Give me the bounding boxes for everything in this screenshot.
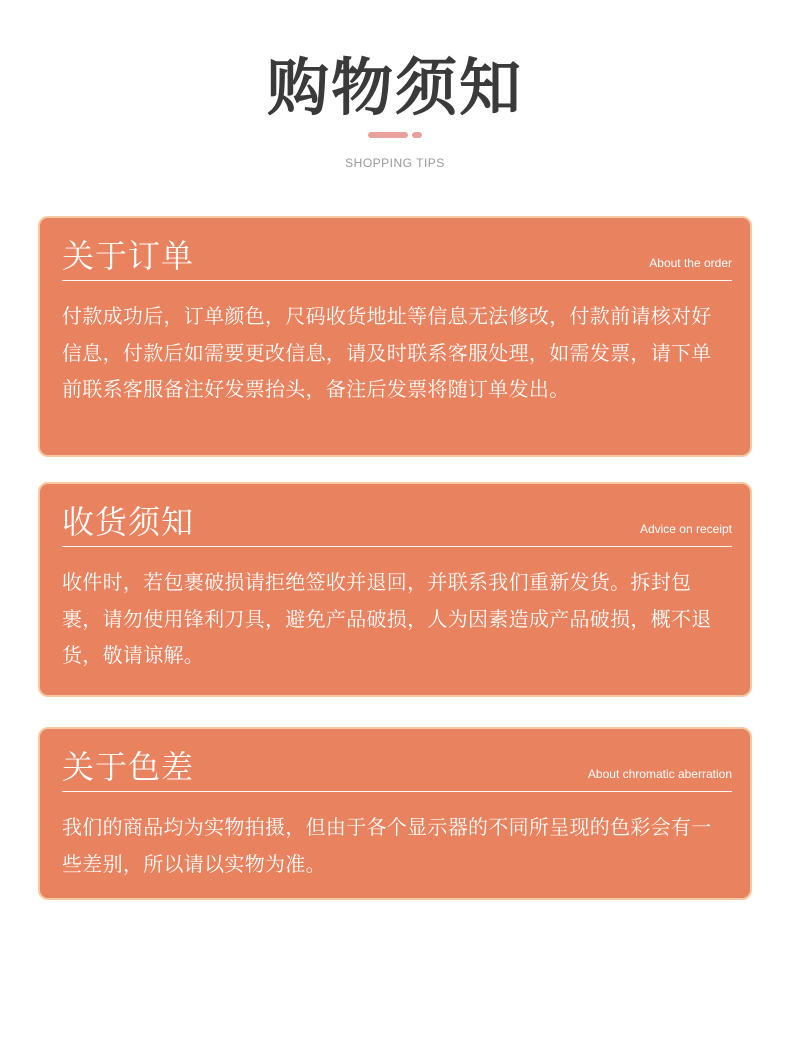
page-title: 购物须知 xyxy=(266,51,523,124)
section-card-color xyxy=(38,727,752,900)
section-english-title: Advice on receipt xyxy=(639,522,732,536)
section-body: 我们的商品均为实物拍摄，但由于各个显示器的不同所呈现的色彩会有一些差别，所以请以实物为准。 xyxy=(62,815,712,876)
section-body: 收件时，若包裹破损请拒绝签收并退回，并联系我们重新发货。拆封包裹，请勿使用锋利刀具，避免产品破损，人为因素造成产品破损，概不退货，敬请谅解。 xyxy=(62,570,712,667)
section-header xyxy=(62,236,732,281)
section-english-title: About the order xyxy=(649,256,732,270)
section-card-receipt xyxy=(38,482,752,697)
section-title: 关于订单 xyxy=(62,237,195,275)
section-english-title: About chromatic aberration xyxy=(587,767,732,781)
section-card-order xyxy=(38,216,752,457)
ornament-bar xyxy=(368,132,408,138)
section-title: 收货须知 xyxy=(62,503,195,541)
page-subtitle: SHOPPING TIPS xyxy=(345,156,445,170)
section-header xyxy=(62,502,732,547)
section-title: 关于色差 xyxy=(62,748,195,786)
section-header xyxy=(62,747,732,792)
ornament-dot xyxy=(412,132,422,138)
section-body: 付款成功后，订单颜色，尺码收货地址等信息无法修改，付款前请核对好信息，付款后如需要更改信息，请及时联系客服处理，如需发票，请下单前联系客服备注好发票抬头，备注后发票将随订单发出。 xyxy=(62,304,712,401)
